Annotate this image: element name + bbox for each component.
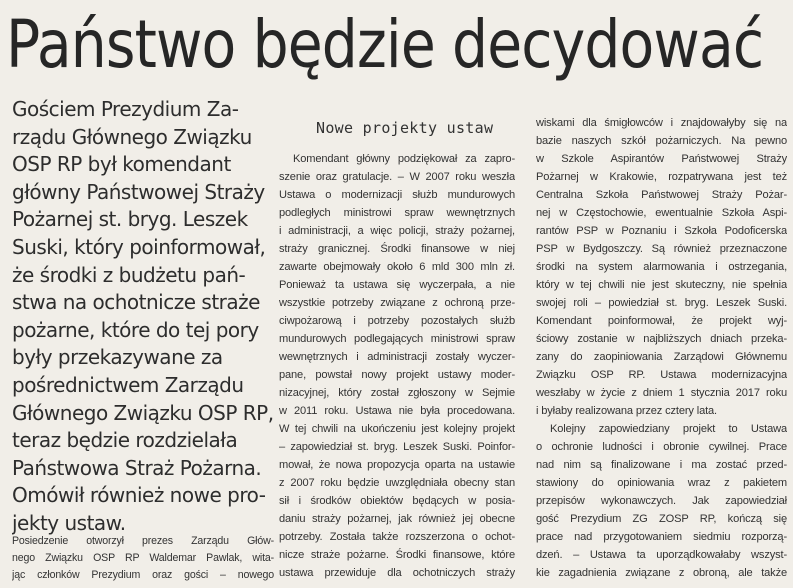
article-headline: Państwo będzie decydować [6, 6, 764, 83]
lead-line: stwa na ochotnicze straże [12, 290, 260, 315]
body-line: swojej roli – powiedział st. bryg. Leszek Suski. [536, 297, 787, 309]
lead-line: Suski, który poinformował, [12, 234, 266, 259]
body-line: wewnętrznych i administracji zostały wyczer- [279, 351, 515, 363]
lead-line: Pożarnej st. bryg. Leszek [12, 207, 248, 232]
body-line: wiskami dla śmigłowców i znajdowałyby się na [536, 117, 787, 129]
body-line: prace nad przygotowaniem siedmiu rozporzą- [536, 531, 787, 543]
body-line: środki na system alarmowania i ostrzegania, [536, 261, 787, 273]
body-line: i byłaby realizowana przez cztery lata. [536, 405, 717, 417]
body-line: Związku OSP RP. Ustawa modernizacyjna [536, 369, 787, 381]
body-line: Kolejny zapowiedziany projekt to Ustawa [550, 423, 787, 435]
body-line: w Szkole Aspirantów Państwowej Straży [536, 153, 787, 165]
right-column [536, 114, 787, 582]
body-line: rantów PSP w Poznaniu i Szkoła Podoficerska [536, 225, 787, 237]
lead-line: Gościem Prezydium Za- [12, 97, 239, 121]
body-line: ciwpożarową i potrzeby pozostałych służb [279, 315, 515, 327]
body-line: w 2011 roku. Ustawa nie była procedowana. [279, 405, 515, 417]
article-lead [12, 96, 276, 538]
body-line: stawiony do opiniowania wraz z pakietem [536, 477, 787, 489]
intro-line: jąc członków Prezydium oraz gości – nowego [12, 569, 274, 581]
intro-line: nego Związku OSP RP Waldemar Pawlak, wita- [12, 552, 274, 564]
body-line: który w tej chwili nie jest skuteczny, nie spełnia [536, 279, 787, 291]
body-line: Komendant główny podziękował za zapro- [293, 153, 515, 165]
body-line: nej w Częstochowie, ewentualnie Szkoła Aspi- [536, 207, 787, 219]
body-line: weszłaby w życie z dniem 1 stycznia 2017 roku [536, 387, 787, 399]
lead-line: jekty ustaw. [12, 510, 126, 535]
lead-line: pośrednictwem Zarządu [12, 372, 244, 397]
body-line: mundurowych podlegających ministrowi spraw [279, 333, 515, 345]
body-line: PSP w Bydgoszczy. Są również przeznaczone [536, 243, 787, 255]
body-line: i administracji, a więc policji, straży pożarnej, [279, 225, 515, 237]
body-line: bazie naszych szkół pożarniczych. Na pewno [536, 135, 787, 147]
body-line: Komendant poinformował, że projekt wyj- [536, 315, 787, 327]
body-line: o ochronie ludności i obronie cywilnej. Prace [536, 441, 787, 453]
body-line: podległych ministrowi spraw wewnętrznych [279, 207, 515, 219]
body-line: straży granicznej. Środki finansowe w niej [279, 243, 515, 255]
lead-line: że środki z budżetu pań- [12, 262, 246, 287]
body-line: wszystkie potrzeby związane z ochroną prze- [279, 297, 515, 309]
body-line: daniu straży pożarnej, jak również jej obecne [279, 513, 515, 525]
lead-line: rządu Głównego Związku [12, 124, 252, 149]
body-line: kie zagadnienia związane z obroną, ale także [536, 567, 787, 579]
lead-line: były przekazywane za [12, 345, 223, 370]
body-line: pane, powstał nowy projekt ustawy moder- [279, 369, 515, 381]
body-line: potrzeby. Została także rozszerzona o ochot- [279, 531, 515, 543]
body-line: W tej chwili na ukończeniu jest kolejny projekt [279, 423, 515, 435]
lead-line: OSP RP był komendant [12, 152, 231, 177]
body-line: nad nim są finalizowane i ma zostać przed- [536, 459, 787, 471]
lead-line: Głównego Związku OSP RP, [12, 400, 274, 425]
body-line: przepisów wykonawczych. Jak zapowiedział [536, 495, 787, 507]
body-line: Pożarnej w Krakowie, rozpatrywana jest też [536, 171, 787, 183]
body-line: Ponieważ ta ustawa się wyczerpała, a nie [279, 279, 515, 291]
lead-line: pożarne, które do tej pory [12, 317, 259, 342]
body-line: ściowy zostanie w najbliższych dniach przeka- [536, 333, 787, 345]
body-line: z 2007 roku będzie uwzględniała obecny stan [279, 477, 515, 489]
body-line: gość Prezydium ZG ZOSP RP, kończą się [536, 513, 787, 525]
intro-line: Posiedzenie otworzył prezes Zarządu Głów- [12, 535, 274, 547]
body-line: – zapowiedział st. bryg. Leszek Suski. Poinfor- [279, 441, 515, 453]
body-line: mował, że nowa propozycja oparta na ustawie [279, 459, 515, 471]
section-subheading: Nowe projekty ustaw [316, 119, 494, 137]
lead-line: teraz będzie rozdzielała [12, 428, 238, 453]
lead-line: Omówił również nowe pro- [12, 483, 266, 508]
lead-line: Państwowa Straż Pożarna. [12, 455, 262, 480]
body-line: nicze straże pożarne. Środki finansowe, które [279, 549, 515, 561]
intro-paragraph [12, 533, 274, 584]
body-line: zany do zaopiniowania Zarządowi Głównemu [536, 351, 787, 363]
body-line: Centralna Szkoła Państwowej Straży Pożar- [536, 189, 787, 201]
body-line: dzeń. – Ustawa ta uporządkowałaby wszyst- [536, 549, 787, 561]
lead-line: główny Państwowej Straży [12, 179, 265, 204]
middle-column [279, 150, 515, 582]
body-line: szenie oraz gratulacje. – W 2007 roku weszła [279, 171, 515, 183]
body-line: sił i środków obiektów będących w posia- [279, 495, 515, 507]
body-line: nizacyjnej, który został zgłoszony w Sejmie [279, 387, 515, 399]
body-line: zawarte obejmowały około 6 mld 300 mln zł. [279, 261, 515, 273]
body-line: ustawa przewiduje dla ochotniczych straży [279, 567, 515, 579]
body-line: Ustawa o modernizacji służb mundurowych [279, 189, 515, 201]
